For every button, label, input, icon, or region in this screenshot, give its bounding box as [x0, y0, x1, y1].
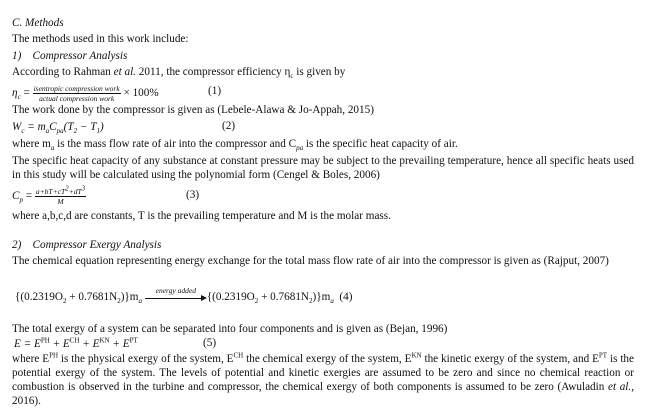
equation-4-number: (4)	[339, 291, 353, 303]
paragraph-chemical-equation: The chemical equation representing energy exchange for the total mass flow rate of air into the compressor is given as (Rajput, 2007)	[12, 255, 609, 267]
equation-5-number: (5)	[203, 337, 217, 349]
equation-3-fraction: $\frac{a+bT+cT^2+dT^3}{M}$	[35, 184, 86, 206]
section-heading: C. Methods	[12, 17, 64, 29]
equation-3-number: (3)	[186, 189, 200, 201]
reaction-arrow	[145, 286, 207, 304]
equation-5: $E = E^{PH} + E^{CH} + E^{KN} + E^{PT}$	[14, 336, 138, 350]
paragraph-specific-heat: The specific heat capacity of any substance at constant pressure may be subject to the prevailing temperature, hence all specific heats used in this study will be calculated using the polynomial form (Cengel & Boles, 2006)	[12, 155, 634, 181]
subsection-1-title: Compressor Analysis	[32, 50, 128, 62]
equation-1-number: (1)	[208, 85, 222, 97]
reaction-arrow-label: energy added	[155, 286, 196, 296]
paragraph-work: The work done by the compressor is given as (Lebele-Alawa & Jo-Appah, 2015)	[12, 104, 374, 116]
paragraph-mass-flow: where $m_a$ is the mass flow rate of air into the compressor and $C_{pa}$ is the specific heat capacity of air.	[12, 138, 458, 153]
equation-4: $\{(0.2319O_2 + 0.7681N_2)\}m_a$ energy added $\{(0.2319O_2 + 0.7681N_2)\}m_a$ (4)	[15, 286, 353, 306]
subsection-1-number: 1)	[12, 50, 22, 62]
subsection-2-number: 2)	[12, 239, 22, 251]
intro-text: The methods used in this work include:	[12, 33, 189, 45]
paragraph-exergy-components: where $E^{PH}$ is the physical exergy of the system, $E^{CH}$ the chemical exergy of the system, $E^{KN}$ the kinetic exergy of the system, and $E^{PT}$ is the potential exergy of the system. The levels of potential and kinetic exergies are assumed to be zero and since no chemical reaction or combustion is observed in the turbine and compressor, the chemical exergy of both components is assumed to be zero (Awuladin et al., 2016).	[12, 351, 634, 407]
paragraph-efficiency: According to Rahman et al. 2011, the compressor efficiency $\eta_c$ is given by	[12, 66, 346, 81]
equation-1-fraction: $\frac{\text{isentropic compression work}}{\text{actual compression work}}$	[33, 83, 120, 103]
equation-1: $\eta_c$ = $\frac{\text{isentropic compression work}}{\text{actual compression work}}$ × 100%	[12, 83, 159, 103]
paragraph-constants: where a,b,c,d are constants, T is the prevailing temperature and M is the molar mass.	[12, 210, 391, 222]
subsection-2-heading	[12, 238, 161, 252]
equation-2: $W_c = m_aC_{pa}(T_2 - T_1)$	[12, 121, 104, 136]
subsection-2-title: Compressor Exergy Analysis	[32, 239, 162, 251]
equation-3: $C_p$ = $\frac{a+bT+cT^2+dT^3}{M}$	[12, 184, 86, 206]
paragraph-total-exergy: The total exergy of a system can be separated into four components and is given as (Bejan, 1996)	[12, 323, 448, 335]
subsection-1-heading	[12, 49, 127, 63]
equation-2-number: (2)	[222, 120, 236, 132]
